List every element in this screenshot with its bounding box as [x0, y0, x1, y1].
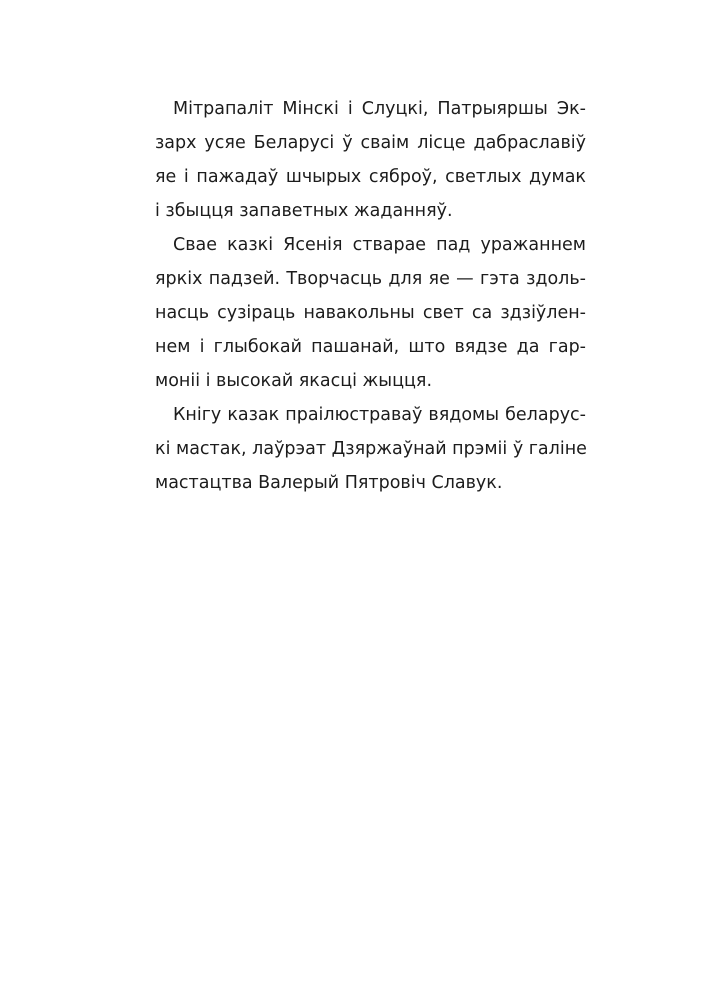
paragraph-3-line-2: кі мастак, лаўрэат Дзяржаўнай прэміі ў галіне: [155, 439, 587, 459]
body-text: [155, 92, 586, 500]
paragraph-2-line-5: моніі і высокай якасці жыцця.: [155, 371, 433, 391]
paragraph-2-line-2: яркіх падзей. Творчасць для яе — гэта здоль-: [155, 269, 586, 289]
paragraph-2-line-4: нем і глыбокай пашанай, што вядзе да гар-: [155, 337, 586, 357]
paragraph-1-line-3: яе і пажадаў шчырых сяброў, светлых думак: [155, 167, 586, 187]
paragraph-3-line-1: Кнігу казак праілюстраваў вядомы беларус-: [173, 405, 586, 425]
paragraph-1-line-1: Мітрапаліт Мінскі і Слуцкі, Патрыяршы Эк-: [173, 99, 586, 119]
paragraph-1-line-2: зарх усяе Беларусі ў сваім лісце дабраславіў: [155, 133, 586, 153]
paragraph-2-line-3: насць сузіраць навакольны свет са здзіўлен-: [155, 303, 586, 323]
paragraph-1-line-4: і збыцця запаветных жаданняў.: [155, 201, 453, 221]
paragraph-2-line-1: Свае казкі Ясенія стварае пад уражаннем: [173, 235, 586, 255]
paragraph-3-line-3: мастацтва Валерый Пятровіч Славук.: [155, 473, 503, 493]
